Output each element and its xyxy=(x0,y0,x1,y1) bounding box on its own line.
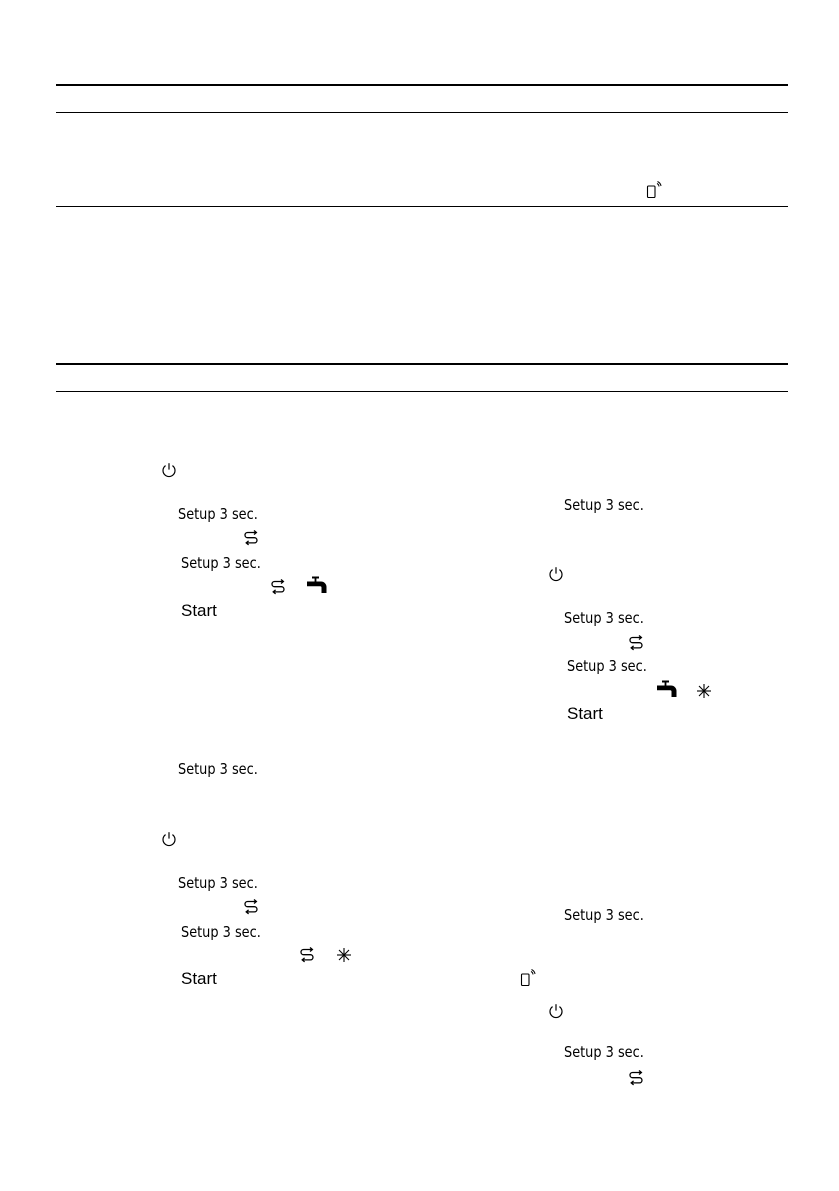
top-table-header-rule xyxy=(56,84,788,86)
setup-button-label: Setup 3 sec. xyxy=(564,609,644,627)
program-icon xyxy=(628,635,646,651)
setup-button-label: Setup 3 sec. xyxy=(178,505,258,523)
program-icon xyxy=(243,899,261,915)
setup-button-label: Setup 3 sec. xyxy=(178,874,258,892)
setup-button-label: Setup 3 sec. xyxy=(181,923,261,941)
top-table-row-rule xyxy=(56,206,788,207)
program-icon xyxy=(299,947,317,963)
setup-button-label: Setup 3 sec. xyxy=(564,906,644,924)
power-icon xyxy=(161,831,177,847)
phone-wifi-icon xyxy=(520,969,536,987)
sparkle-icon xyxy=(696,683,712,699)
setup-button-label: Setup 3 sec. xyxy=(567,657,647,675)
program-icon xyxy=(270,579,288,595)
setup-button-label: Setup 3 sec. xyxy=(178,760,258,778)
power-icon xyxy=(548,1003,564,1019)
setup-button-label: Setup 3 sec. xyxy=(564,1043,644,1061)
program-icon xyxy=(243,530,261,546)
setup-button-label: Setup 3 sec. xyxy=(564,496,644,514)
power-icon xyxy=(548,566,564,582)
power-icon xyxy=(161,462,177,478)
start-button-label: Start xyxy=(567,704,603,723)
start-button-label: Start xyxy=(181,969,217,988)
program-icon xyxy=(628,1070,646,1086)
start-button-label: Start xyxy=(181,601,217,620)
second-table-header-rule xyxy=(56,363,788,365)
top-table-header-bottom-rule xyxy=(56,112,788,113)
second-table-header-bottom-rule xyxy=(56,391,788,392)
phone-wifi-icon xyxy=(646,181,662,199)
tap-water-icon xyxy=(656,680,678,698)
sparkle-icon xyxy=(336,947,352,963)
setup-button-label: Setup 3 sec. xyxy=(181,554,261,572)
tap-water-icon xyxy=(306,576,328,594)
